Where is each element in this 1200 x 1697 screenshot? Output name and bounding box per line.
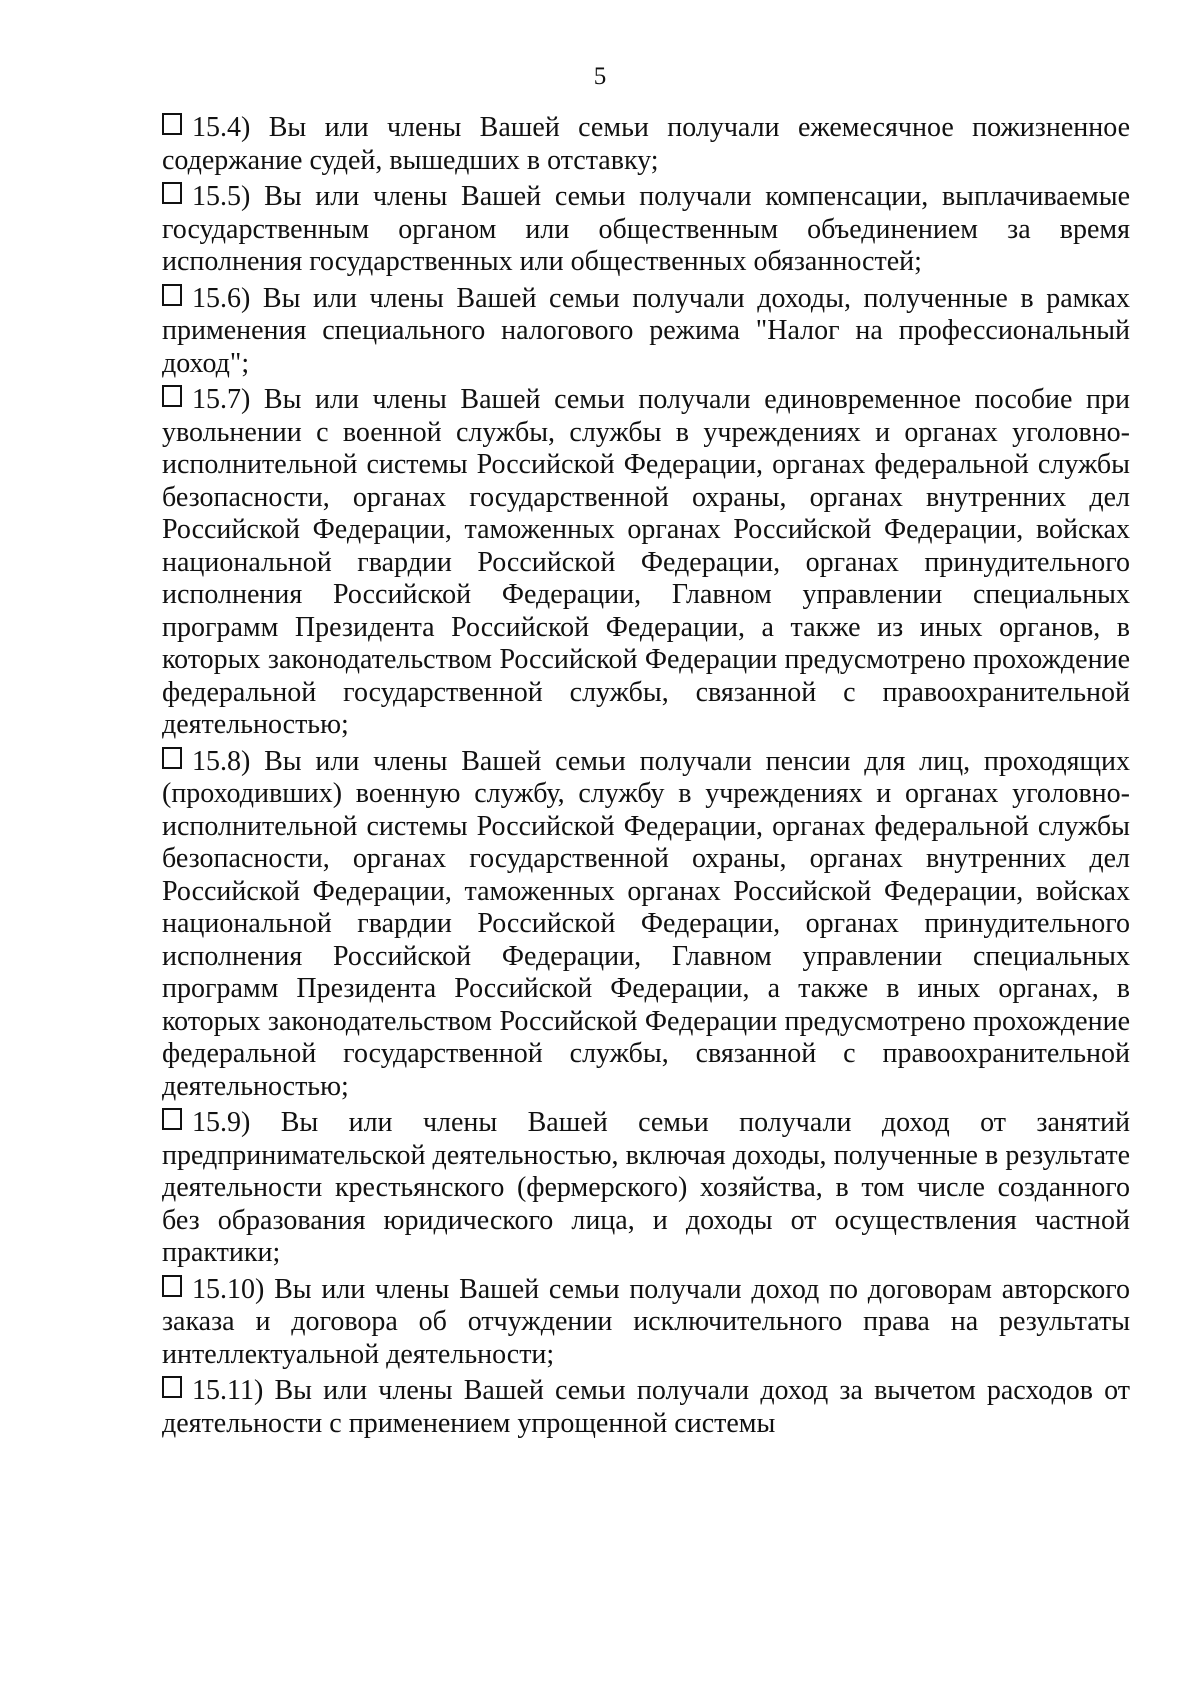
page-number: 5 xyxy=(593,63,607,90)
list-item-15-11 xyxy=(162,1375,1130,1440)
list-item-15-9 xyxy=(162,1107,1130,1270)
questionnaire-list xyxy=(162,112,1130,1444)
checkbox-15-9[interactable] xyxy=(162,1108,182,1130)
list-item-15-10 xyxy=(162,1274,1130,1372)
checkbox-15-4[interactable] xyxy=(162,113,182,135)
checkbox-15-11[interactable] xyxy=(162,1376,182,1398)
item-text: 15.4) Вы или члены Вашей семьи получали ежемесячное пожизненное содержание судей, вышедших в отставку; xyxy=(162,112,1130,176)
item-text: 15.8) Вы или члены Вашей семьи получали пенсии для лиц, проходящих (проходивших) военную службу, службу в учреждениях и органах уголовно-исполнительной системы Российской Федерации, органах федеральной службы безопасности, органах государственной охраны, органах внутренних дел Российской Федерации, таможенных органах Российской Федерации, войсках национальной гвардии Российской Федерации, органах принудительного исполнения Российской Федерации, Главном управлении специальных программ Президента Российской Федерации, а также в иных органах, в которых законодательством Российской Федерации предусмотрено прохождение федеральной государственной службы, связанной с правоохранительной деятельностью; xyxy=(162,745,1130,1102)
item-text: 15.5) Вы или члены Вашей семьи получали компенсации, выплачиваемые государственным органом или общественным объединением за время исполнения государственных или общественных обязанностей; xyxy=(162,181,1130,277)
checkbox-15-7[interactable] xyxy=(162,385,182,407)
list-item-15-4 xyxy=(162,112,1130,177)
list-item-15-8 xyxy=(162,746,1130,1104)
item-text: 15.7) Вы или члены Вашей семьи получали единовременное пособие при увольнении с военной службы, службы в учреждениях и органах уголовно-исполнительной системы Российской Федерации, органах федеральной службы безопасности, органах государственной охраны, органах внутренних дел Российской Федерации, таможенных органах Российской Федерации, войсках национальной гвардии Российской Федерации, органах принудительного исполнения Российской Федерации, Главном управлении специальных программ Президента Российской Федерации, а также из иных органов, в которых законодательством Российской Федерации предусмотрено прохождение федеральной государственной службы, связанной с правоохранительной деятельностью; xyxy=(162,384,1130,740)
checkbox-15-8[interactable] xyxy=(162,747,182,769)
checkbox-15-6[interactable] xyxy=(162,284,182,306)
list-item-15-7 xyxy=(162,384,1130,742)
item-text: 15.6) Вы или члены Вашей семьи получали доходы, полученные в рамках применения специального налогового режима "Налог на профессиональный доход"; xyxy=(162,282,1130,379)
item-text: 15.10) Вы или члены Вашей семьи получали доход по договорам авторского заказа и договора об отчуждении исключительного права на результаты интеллектуальной деятельности; xyxy=(162,1273,1130,1370)
checkbox-15-5[interactable] xyxy=(162,182,182,204)
checkbox-15-10[interactable] xyxy=(162,1275,182,1297)
item-text: 15.11) Вы или члены Вашей семьи получали доход за вычетом расходов от деятельности с применением упрощенной системы xyxy=(162,1375,1130,1439)
list-item-15-5 xyxy=(162,181,1130,279)
item-text: 15.9) Вы или члены Вашей семьи получали доход от занятий предпринимательской деятельностью, включая доходы, полученные в результате деятельности крестьянского (фермерского) хозяйства, в том числе созданного без образования юридического лица, и доходы от осуществления частной практики; xyxy=(162,1107,1130,1268)
list-item-15-6 xyxy=(162,283,1130,381)
